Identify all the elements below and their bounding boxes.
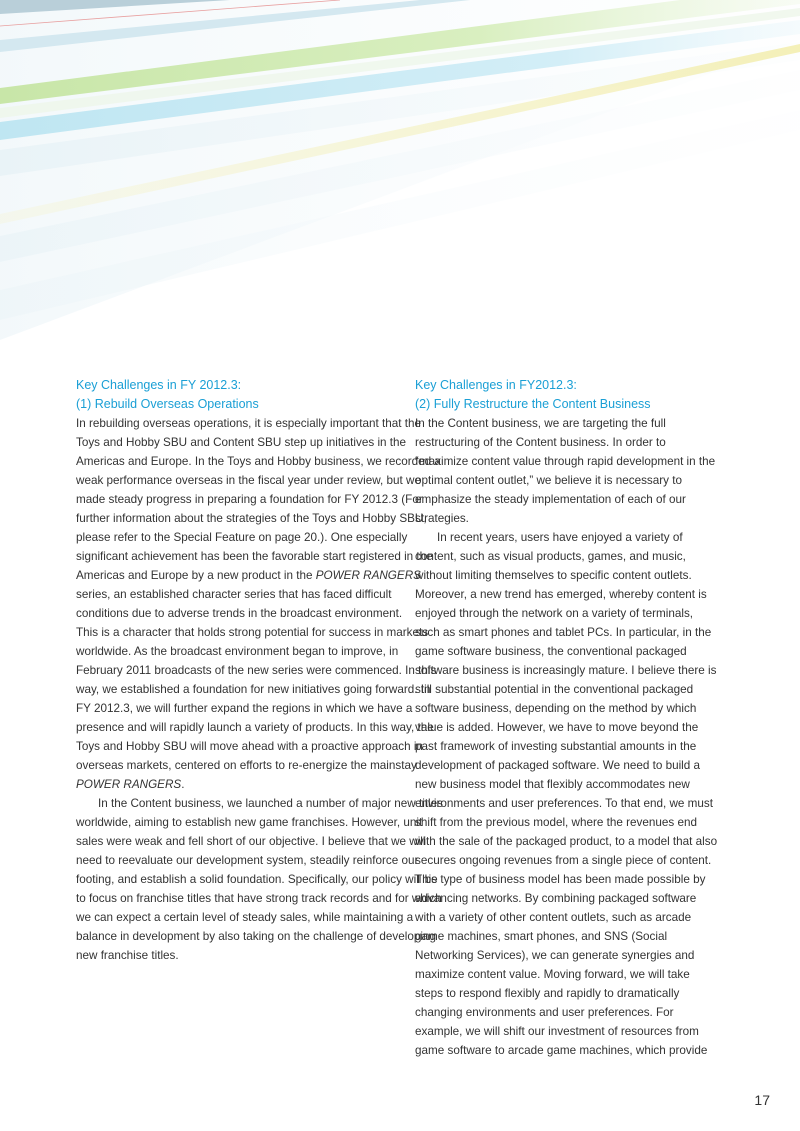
- text-run: This is a character that holds strong potential for success in markets worldwide. As the broadcast environment began to improve, in February 2011 broadcasts of the new series were commenced. In this way, we established a foundation for new initiatives going forward. In FY 2012.3, we will further expand the regions in which we have a presence and will rapidly launch a variety of products. In this way, the Toys and Hobby SBU will move ahead with a proactive approach in overseas markets, centered on efforts to re-energize the mainstay: [76, 626, 437, 772]
- page-number: 17: [754, 1092, 770, 1108]
- section-heading-overseas: [76, 376, 446, 414]
- text-run: .: [181, 778, 185, 791]
- heading-line2: (1) Rebuild Overseas Operations: [76, 397, 259, 411]
- text-run: In rebuilding overseas operations, it is especially important that the Toys and Hobby SBU and Content SBU step up initiatives in the Americas and Europe. In the Toys and Hobby business, we recorded a weak performance overseas in the fiscal year under review, but we made steady progress in preparing a foundation for FY 2012.3 (For further information about the strategies of the Toys and Hobby SBU, please refer to the Special Feature on page 20.). One especially significant achievement has been the favorable start registered in the Americas and Europe by a new product in the: [76, 417, 441, 582]
- right-column: [415, 376, 720, 1060]
- italic-title: POWER RANGERS: [315, 569, 421, 582]
- text-run: series, an established character series that has faced difficult conditions due to adverse trends in the broadcast environment.: [76, 588, 403, 620]
- heading-line1: Key Challenges in FY2012.3:: [415, 378, 577, 392]
- heading-line2: (2) Fully Restructure the Content Business: [415, 397, 651, 411]
- decorative-header-stripes: [0, 0, 800, 340]
- paragraph-overseas-2: [76, 623, 446, 794]
- paragraph-overseas-1: [76, 414, 446, 623]
- paragraph-restructure-2: In recent years, users have enjoyed a variety of content, such as visual products, games, and music, without limiting themselves to specific content outlets. Moreover, a new trend has emerged, whereby content is enjoyed through the network on a variety of terminals, such as smart phones and tablet PCs. In particular, in the game software business, the conventional packaged software business is increasingly mature. I believe there is still substantial potential in the conventional packaged software business, depending on the method by which value is added. However, we have to move beyond the past framework of investing substantial amounts in the development of packaged software. We need to build a new business model that flexibly accommodates new environments and user preferences. To that end, we must shift from the previous model, where the revenues end with the sale of the packaged product, to a model that also secures ongoing revenues from a single piece of content. This type of business model has been made possible by advancing networks. By combining packaged software with a variety of other content outlets, such as arcade game machines, smart phones, and SNS (Social Networking Services), we can generate synergies and maximize content value. Moving forward, we will take steps to respond flexibly and rapidly to dramatically changing environments and user preferences. For example, we will shift our investment of resources from game software to arcade game machines, which provide: [415, 531, 718, 1057]
- left-column: [76, 376, 446, 965]
- italic-title: POWER RANGERS: [76, 778, 182, 791]
- section-heading-content: [415, 376, 720, 414]
- paragraph-content-business: In the Content business, we launched a number of major new titles worldwide, aiming to establish new game franchises. However, unit sales were weak and fell short of our objective. I believe that we will need to reevaluate our development system, steadily reinforce our footing, and establish a solid foundation. Specifically, our policy will be to focus on franchise titles that have strong track records and for which we can expect a certain level of steady sales, while maintaining a balance in development by also taking on the challenge of developing new franchise titles.: [76, 797, 443, 962]
- heading-line1: Key Challenges in FY 2012.3:: [76, 378, 242, 392]
- paragraph-restructure-1: In the Content business, we are targeting the full restructuring of the Content business. In order to “maximize content value through rapid development in the optimal content outlet,” we believe it is necessary to emphasize the steady implementation of each of our strategies.: [415, 417, 716, 525]
